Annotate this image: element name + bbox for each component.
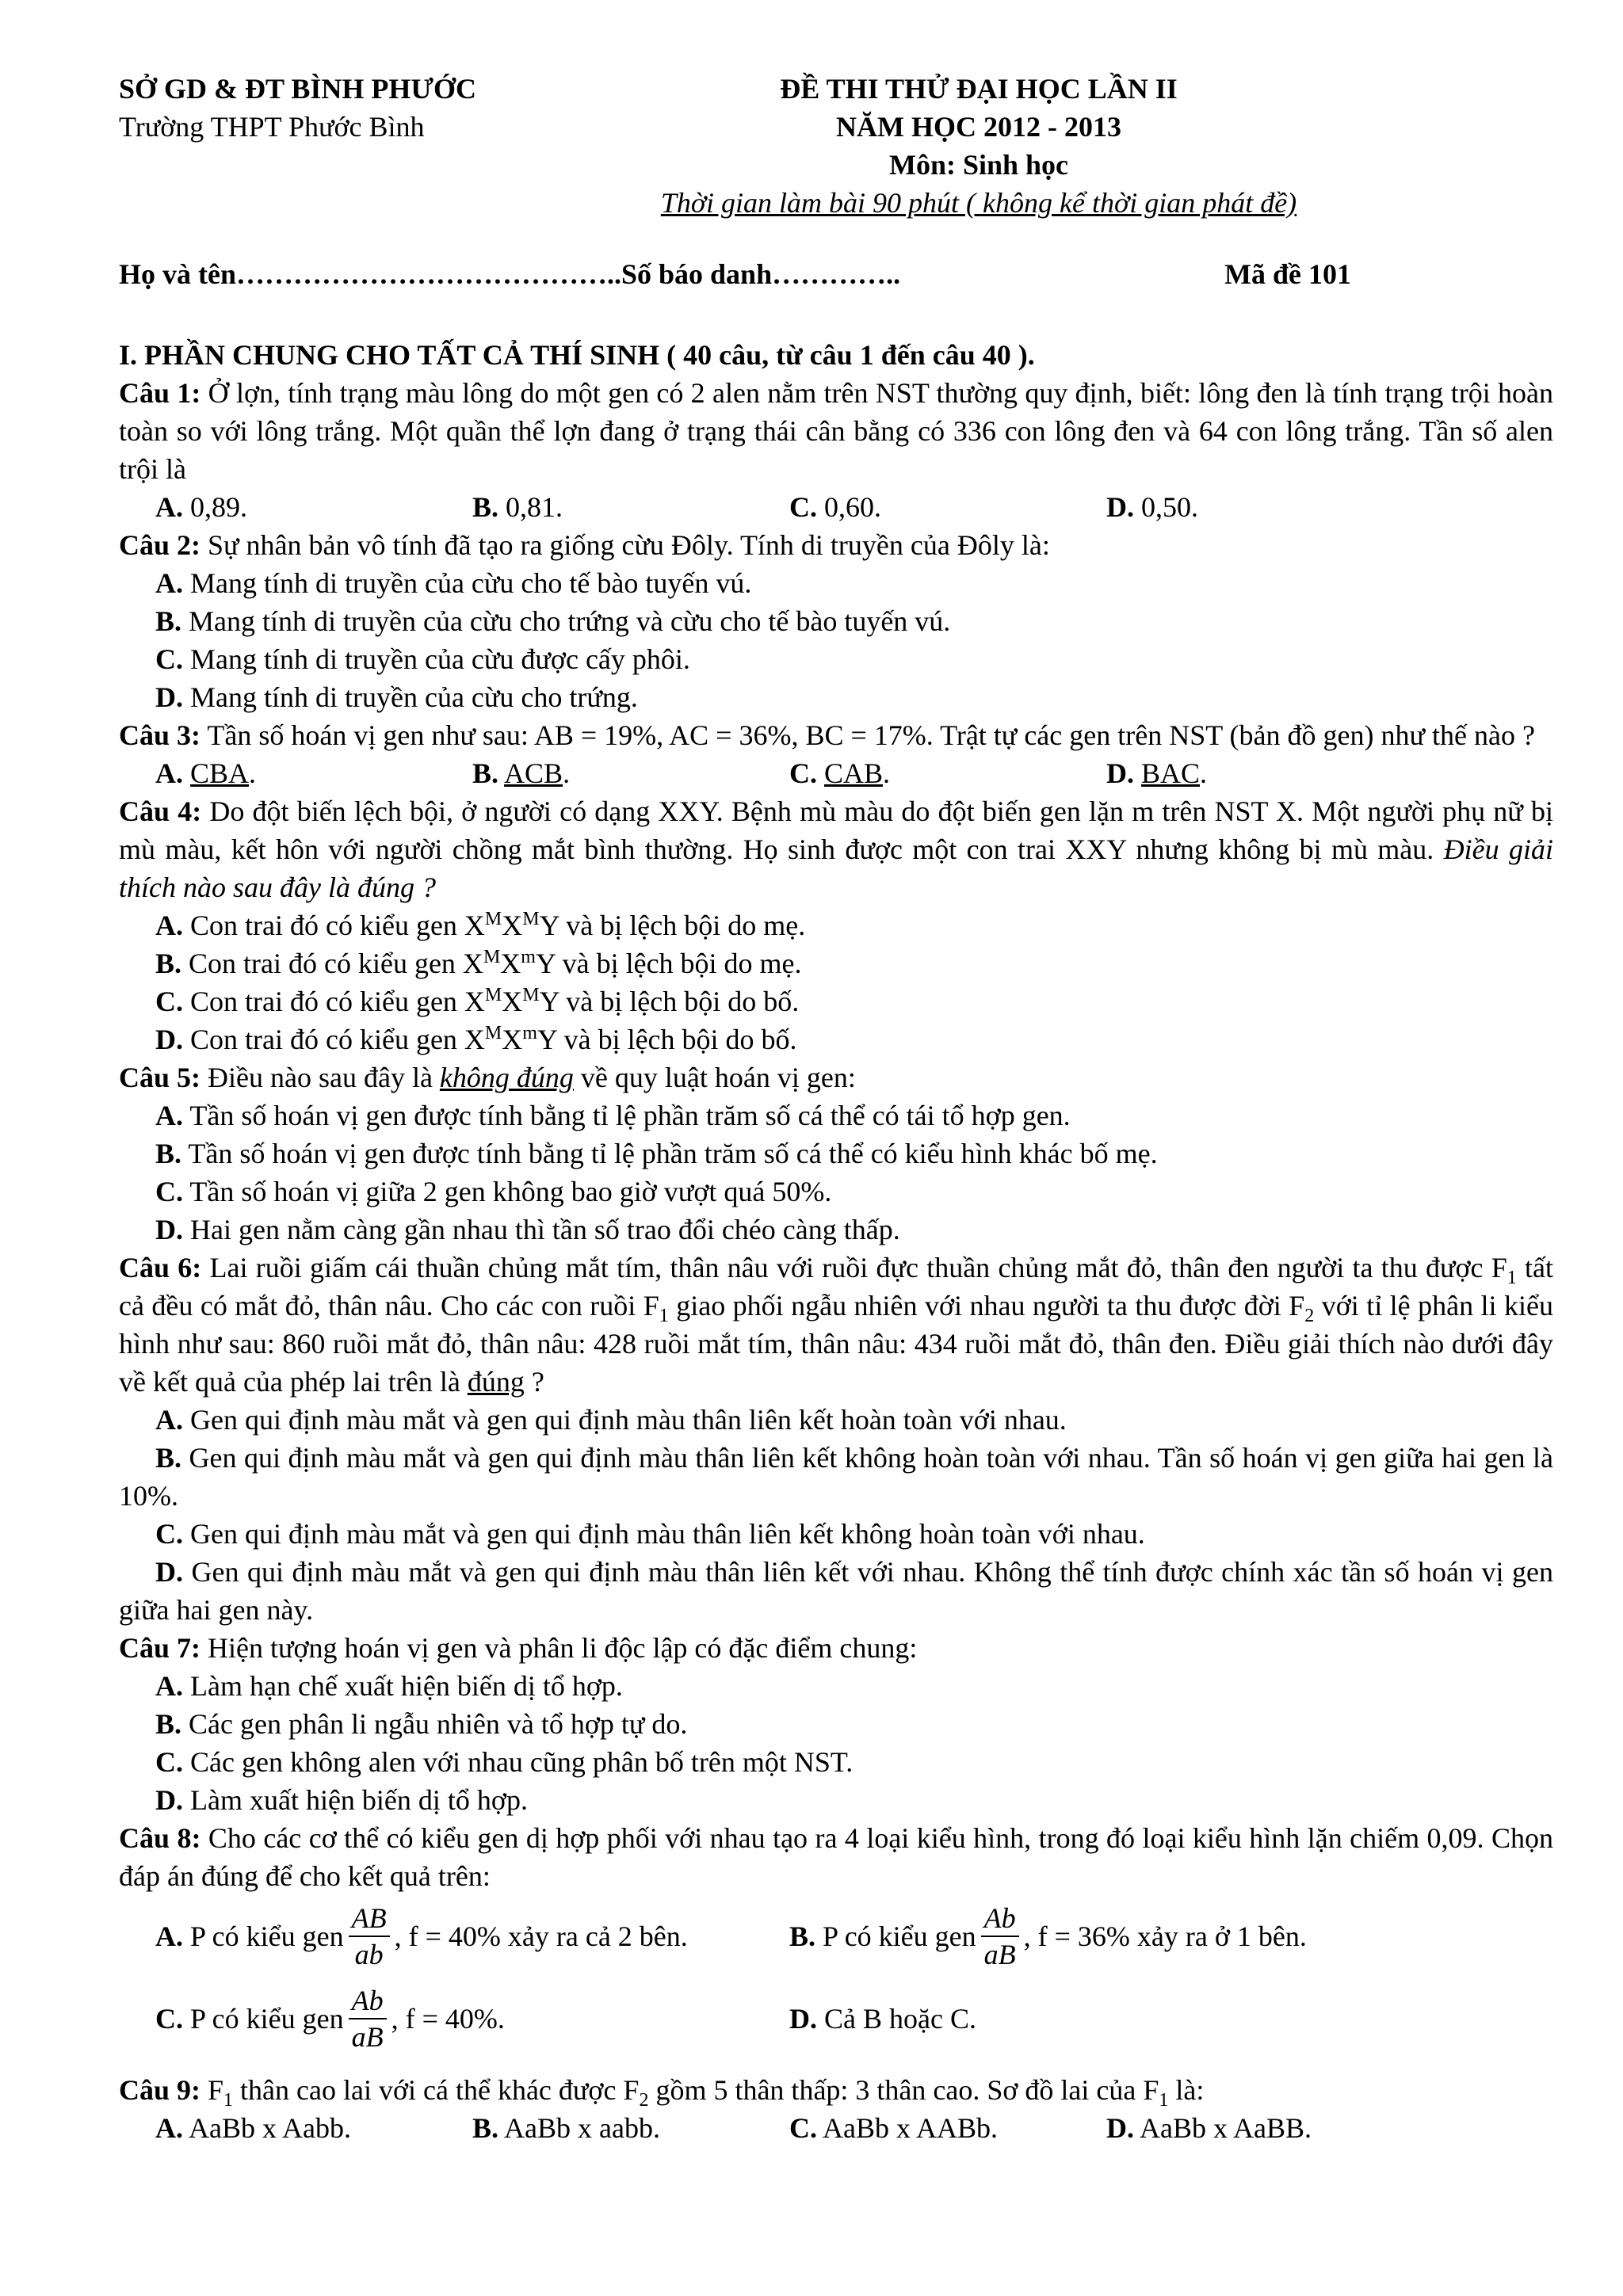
option-c: C. Con trai đó có kiểu gen $X^MX^MY$ và bị lệch bội do bố.: [155, 985, 800, 1017]
time-limit: Thời gian làm bài 90 phút ( không kể thời gian phát đề): [660, 187, 1297, 219]
question-number: Câu 9:: [119, 2074, 201, 2106]
section-heading: I. PHẦN CHUNG CHO TẤT CẢ THÍ SINH ( 40 câu, từ câu 1 đến câu 40 ).: [119, 339, 1035, 371]
option-a: A. Làm hạn chế xuất hiện biến dị tổ hợp.: [155, 1670, 623, 1702]
question-8-options-row-2: [119, 1978, 1553, 2060]
question-6: Câu 6: Lai ruồi giấm cái thuần chủng mắt tím, thân nâu với ruồi đực thuần chủng mắt đỏ, thân đen người ta thu được $F_1$ tất cả đều có mắt đỏ, thân nâu. Cho các con ruồi $F_1$ giao phối ngẫu nhiên với nhau người ta thu được đời $F_2$ với tỉ lệ phân li kiểu hình như sau: 860 ruồi mắt đỏ, thân nâu: 428 ruồi mắt tím, thân nâu: 434 ruồi mắt đỏ, thân đen. Điều giải thích nào dưới đây về kết quả của phép lai trên là đúng ?: [119, 1252, 1554, 1398]
question-1-options: [119, 488, 1553, 526]
exam-title: ĐỀ THI THỬ ĐẠI HỌC LẦN II: [780, 73, 1178, 105]
question-number: Câu 5:: [119, 1062, 201, 1093]
genotype-fraction: $\frac{Ab}{aB}$: [981, 1901, 1019, 1972]
option-a: A. Tần số hoán vị gen được tính bằng tỉ lệ phần trăm số cá thể có tái tổ hợp gen.: [155, 1100, 1071, 1131]
question-3: [119, 716, 1553, 754]
option-b: B. Mang tính di truyền của cừu cho trứng và cừu cho tế bào tuyến vú.: [155, 605, 951, 637]
option-d: D. Hai gen nằm càng gần nhau thì tần số trao đổi chéo càng thấp.: [155, 1214, 900, 1245]
question-9: Câu 9: $F_1$ thân cao lai với cá thể khác được $F_2$ gồm 5 thân thấp: 3 thân cao. Sơ đồ lai của $F_1$ là:: [119, 2074, 1205, 2111]
option-d: D. BAC.: [1106, 757, 1208, 789]
option-b: B. Con trai đó có kiểu gen $X^MX^mY$ và bị lệch bội do mẹ.: [155, 947, 802, 979]
option-c: C. P có kiểu gen $\frac{Ab}{aB}$ , f = 40%.: [155, 1985, 505, 2053]
question-text: Cho các cơ thể có kiểu gen dị hợp phối với nhau tạo ra 4 loại kiểu hình, trong đó loại kiểu hình lặn chiếm 0,09. Chọn đáp án đúng để cho kết quả trên:: [119, 1822, 1553, 1892]
question-number: Câu 1:: [119, 377, 201, 409]
question-7: [119, 1629, 1553, 1667]
question-4: [119, 792, 1553, 906]
option-c: C. CAB.: [789, 757, 891, 789]
option-d: D. Mang tính di truyền của cừu cho trứng.: [155, 681, 638, 713]
option-a: A. AaBb x Aabb.: [155, 2112, 351, 2144]
option-d: D. 0,50.: [1106, 491, 1198, 523]
option-c: C. AaBb x AABb.: [789, 2112, 999, 2144]
question-2: [119, 526, 1553, 564]
option-c: C. Gen qui định màu mắt và gen qui định màu thân liên kết không hoàn toàn với nhau.: [155, 1518, 1145, 1550]
option-d: D. Cả B hoặc C.: [789, 2003, 976, 2035]
option-a: A. Con trai đó có kiểu gen $X^MX^MY$ và bị lệch bội do mẹ.: [155, 909, 806, 941]
option-b: B. Gen qui định màu mắt và gen qui định màu thân liên kết không hoàn toàn với nhau. Tần số hoán vị gen giữa hai gen là 10%.: [119, 1442, 1553, 1512]
department-name: SỞ GD & ĐT BÌNH PHƯỚC: [119, 73, 477, 105]
header-right: [602, 70, 1355, 222]
question-number: Câu 6:: [119, 1252, 202, 1283]
question-8-options-row-1: [119, 1895, 1553, 1978]
option-d: D. Làm xuất hiện biến dị tổ hợp.: [155, 1784, 528, 1816]
option-b: B. 0,81.: [472, 491, 563, 523]
question-5: Câu 5: Điều nào sau đây là không đúng về quy luật hoán vị gen:: [119, 1062, 856, 1093]
question-number: Câu 2:: [119, 529, 201, 561]
option-c: C. Tần số hoán vị giữa 2 gen không bao giờ vượt quá 50%.: [155, 1176, 832, 1207]
option-d: D. AaBb x AaBB.: [1106, 2112, 1312, 2144]
emphasis-not-correct: không đúng: [439, 1062, 574, 1093]
question-number: Câu 3:: [119, 719, 201, 751]
option-c: C. 0,60.: [789, 491, 881, 523]
option-b: B. P có kiểu gen $\frac{Ab}{aB}$ , f = 36% xảy ra ở 1 bên.: [789, 1902, 1307, 1970]
question-number: Câu 7:: [119, 1632, 201, 1664]
option-c: C. Mang tính di truyền của cừu được cấy phôi.: [155, 643, 690, 675]
question-text: Sự nhân bản vô tính đã tạo ra giống cừu Đôly. Tính di truyền của Đôly là:: [208, 529, 1050, 561]
question-9-options: [119, 2109, 1553, 2147]
candidate-info-line: [119, 255, 1351, 293]
option-c: C. Các gen không alen với nhau cũng phân bố trên một NST.: [155, 1746, 854, 1778]
name-and-id-field: Họ và tên…………………………………..Số báo danh…………..: [119, 258, 901, 290]
option-a: A. Mang tính di truyền của cừu cho tế bào tuyến vú.: [155, 567, 752, 599]
option-b: B. AaBb x aabb.: [472, 2112, 660, 2144]
genotype-fraction: $\frac{AB}{ab}$: [349, 1901, 390, 1972]
question-text: Hiện tượng hoán vị gen và phân li độc lập có đặc điểm chung:: [208, 1632, 918, 1664]
subject: Môn: Sinh học: [888, 149, 1069, 181]
option-a: A. 0,89.: [155, 491, 247, 523]
option-a: A. Gen qui định màu mắt và gen qui định màu thân liên kết hoàn toàn với nhau.: [155, 1404, 1067, 1436]
header-left: [119, 70, 476, 146]
exam-code: Mã đề 101: [1224, 258, 1351, 290]
school-year: NĂM HỌC 2012 - 2013: [836, 111, 1121, 143]
option-a: A. P có kiểu gen $\frac{AB}{ab}$ , f = 40% xảy ra cả 2 bên.: [155, 1902, 688, 1970]
option-d: D. Con trai đó có kiểu gen $X^MX^mY$ và bị lệch bội do bố.: [155, 1023, 797, 1055]
question-text: Tần số hoán vị gen như sau: AB = 19%, AC = 36%, BC = 17%. Trật tự các gen trên NST (bản đồ gen) như thế nào ?: [207, 719, 1535, 751]
question-prompt: Điều giải thích nào sau đây là đúng ?: [119, 833, 1554, 903]
question-3-options: [119, 754, 1553, 792]
option-a: A. CBA.: [155, 757, 257, 789]
option-d: D. Gen qui định màu mắt và gen qui định màu thân liên kết với nhau. Không thể tính được chính xác tần số hoán vị gen giữa hai gen này.: [119, 1556, 1554, 1626]
question-8: [119, 1819, 1553, 1895]
exam-content: [119, 336, 1553, 2147]
question-number: Câu 8:: [119, 1822, 201, 1854]
question-text: Ở lợn, tính trạng màu lông do một gen có 2 alen nằm trên NST thường quy định, biết: lông đen là tính trạng trội hoàn toàn so với lông trắng. Một quần thể lợn đang ở trạng thái cân bằng có 336 con lông đen và 64 con lông trắng. Tần số alen trội là: [119, 377, 1553, 485]
genotype-fraction: $\frac{Ab}{aB}$: [349, 1983, 387, 2054]
school-name: Trường THPT Phước Bình: [119, 111, 425, 143]
question-number: Câu 4:: [119, 795, 202, 827]
option-b: B. Các gen phân li ngẫu nhiên và tổ hợp tự do.: [155, 1708, 688, 1740]
option-b: B. Tần số hoán vị gen được tính bằng tỉ lệ phần trăm số cá thể có kiểu hình khác bố mẹ.: [155, 1138, 1158, 1169]
question-1: [119, 374, 1553, 488]
question-text: Do đột biến lệch bội, ở người có dạng XXY. Bệnh mù màu do đột biến gen lặn m trên NST X. Một người phụ nữ bị mù màu, kết hôn với người chồng mắt bình thường. Họ sinh được một con trai XXY nhưng không bị mù màu.: [119, 795, 1553, 865]
option-b: B. ACB.: [472, 757, 571, 789]
